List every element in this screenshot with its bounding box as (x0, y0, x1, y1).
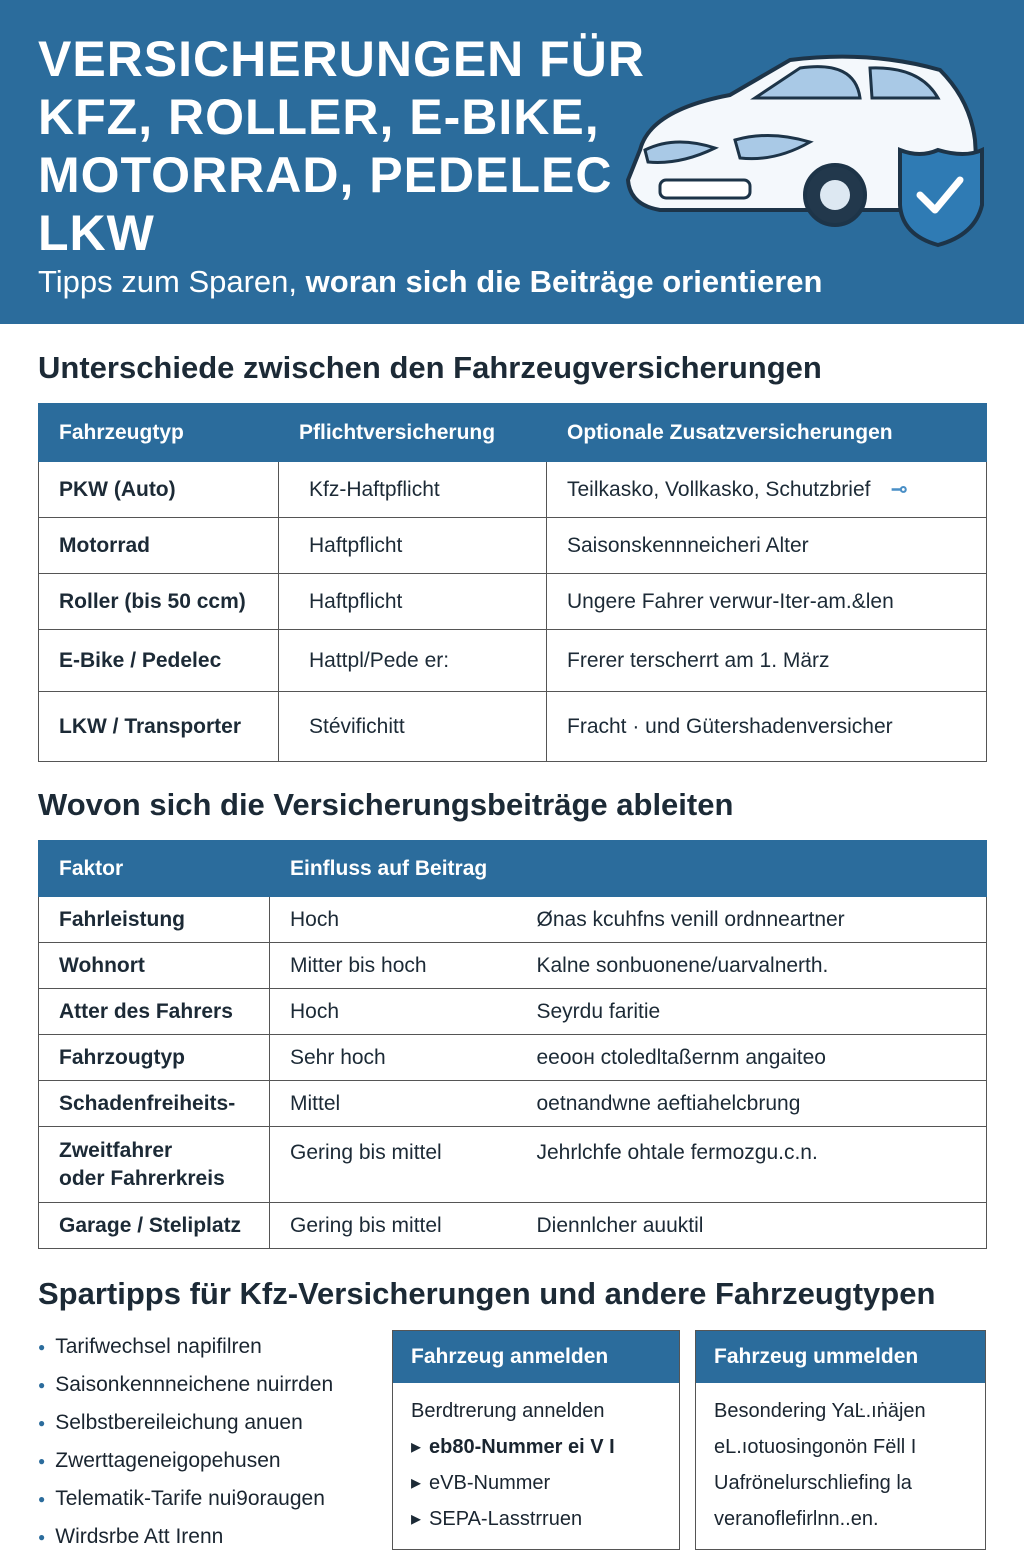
table-row (39, 1081, 987, 1127)
table-row (39, 630, 987, 692)
influence-cell: Mittel (270, 1081, 517, 1127)
section-heading-differences: Unterschiede zwischen den Fahrzeugversicherungen (38, 350, 822, 385)
hero-banner (0, 0, 1024, 324)
vehicle-type-cell: PKW (Auto) (39, 462, 279, 518)
register-vehicle-box (392, 1330, 680, 1550)
box-intro: Berdtrerung annelden (411, 1400, 605, 1422)
table-row (39, 989, 987, 1035)
table-row (39, 1127, 987, 1203)
vehicle-type-cell: LKW / Transporter (39, 692, 279, 762)
optional-cell: Ungere Fahrer verwur-Iter-am.&len (547, 574, 987, 630)
table-header-row (39, 841, 987, 897)
mandatory-cell: Haftpflicht (279, 518, 547, 574)
box-line: Besondering YaĿ.ıṅäjen (714, 1400, 926, 1422)
table-row (39, 574, 987, 630)
page-subtitle (38, 264, 822, 300)
optional-cell: Saisonskennneicheri Alter (547, 518, 987, 574)
factor-cell: Fahrleistung (39, 897, 270, 943)
premium-factors-table (38, 840, 987, 1249)
column-header: Einfluss auf Beitrag (270, 841, 987, 897)
factor-cell: Wohnort (39, 943, 270, 989)
influence-cell: Sehr hoch (270, 1035, 517, 1081)
title-line: MOTORRAD, PEDELEC (38, 147, 613, 203)
insurance-types-table (38, 403, 987, 762)
list-item: ▸ SEPA-Lasstrruen (411, 1501, 661, 1537)
factor-cell: Garage / Steliplatz (39, 1203, 270, 1249)
vehicle-type-cell: Roller (bis 50 ccm) (39, 574, 279, 630)
column-header: Optionale Zusatzversicherungen (547, 404, 987, 462)
optional-cell: Fracht · und Gütershadenversicher (547, 692, 987, 762)
section-heading-tips: Spartipps für Kfz-Versicherungen und andere Fahrzeugtypen (38, 1276, 936, 1311)
column-header: Faktor (39, 841, 270, 897)
table-row (39, 692, 987, 762)
mandatory-cell: Haftpflicht (279, 574, 547, 630)
section-heading-factors: Wovon sich die Versicherungsbeiträge ableiten (38, 787, 734, 822)
vehicle-type-cell: Motorrad (39, 518, 279, 574)
subtitle-bold: woran sich die Beiträge orientieren (297, 264, 823, 299)
box-line: veranoflefirlnn..en. (714, 1508, 879, 1530)
column-header: Fahrzeugtyp (39, 404, 279, 462)
influence-cell: Gering bis mittel (270, 1127, 517, 1203)
list-item: ▸ eb80-Nummer ei V I (411, 1429, 661, 1465)
list-item: ● Zwerttageneigopehusen (38, 1442, 378, 1480)
box-title: Fahrzeug ummelden (696, 1331, 985, 1383)
page-title (38, 30, 645, 262)
table-row (39, 943, 987, 989)
note-cell: ееоон ctoledltaßernm angaiteo (517, 1035, 987, 1081)
mandatory-cell: Stévifichitt (279, 692, 547, 762)
note-cell: oetnandwne aeftiahelcbrung (517, 1081, 987, 1127)
table-row (39, 1035, 987, 1081)
note-cell: Jehrlchfe ohtale fermozgu.c.n. (517, 1127, 987, 1203)
table-row (39, 1203, 987, 1249)
optional-cell (547, 462, 987, 518)
list-item: ▸ eVB-Nummer (411, 1465, 661, 1501)
table-row (39, 518, 987, 574)
influence-cell: Gering bis mittel (270, 1203, 517, 1249)
mandatory-cell: Kfz-Haftpflicht (279, 462, 547, 518)
table-header-row (39, 404, 987, 462)
optional-text: Teilkasko, Vollkasko, Schutzbrief (567, 478, 871, 501)
note-cell: Seyrdu faritie (517, 989, 987, 1035)
factor-cell: Fahrzougtyp (39, 1035, 270, 1081)
list-item: ● Telematik-Tarife nui9oraugen (38, 1480, 378, 1518)
list-item: ● Wirdsrbe Att Irenn (38, 1518, 378, 1556)
note-cell: Ønas kcuhfns venill ordnneartner (517, 897, 987, 943)
influence-cell: Mitter bis hoch (270, 943, 517, 989)
column-header: Pflichtversicherung (279, 404, 547, 462)
title-line: VERSICHERUNGEN FÜR (38, 31, 645, 87)
vehicle-type-cell: E-Bike / Pedelec (39, 630, 279, 692)
note-cell: Diennlcher auuktil (517, 1203, 987, 1249)
note-cell: Kalne sonbuonene/uarvalnerth. (517, 943, 987, 989)
table-row (39, 897, 987, 943)
list-item: ● Saisonkennneichene nuirrden (38, 1366, 378, 1404)
reregister-vehicle-box (695, 1330, 986, 1550)
subtitle-light: Tipps zum Sparen, (38, 264, 298, 299)
list-item: ● Tarifwechsel napifilren (38, 1328, 378, 1366)
link-icon: ⊸ (890, 478, 908, 501)
car-shield-icon (620, 40, 1000, 250)
influence-cell: Hoch (270, 897, 517, 943)
box-title: Fahrzeug anmelden (393, 1331, 679, 1383)
optional-cell: Frerer terscherrt am 1. März (547, 630, 987, 692)
title-line: KFZ, ROLLER, E-BIKE, (38, 89, 600, 145)
factor-cell: Zweitfahrer oder Fahrerkreis (39, 1127, 270, 1203)
savings-tips-list (38, 1328, 378, 1556)
influence-cell: Hoch (270, 989, 517, 1035)
box-line: Uafrönelurschliefing la (714, 1472, 912, 1494)
factor-cell: Atter des Fahrers (39, 989, 270, 1035)
table-row (39, 462, 987, 518)
list-item: ● Selbstbereileichung anuen (38, 1404, 378, 1442)
box-line: eL.ıotuosingonön Fëll I (714, 1436, 917, 1458)
mandatory-cell: Hattpl/Pede er: (279, 630, 547, 692)
title-line: LKW (38, 205, 155, 261)
factor-cell: Schadenfreiheits- (39, 1081, 270, 1127)
